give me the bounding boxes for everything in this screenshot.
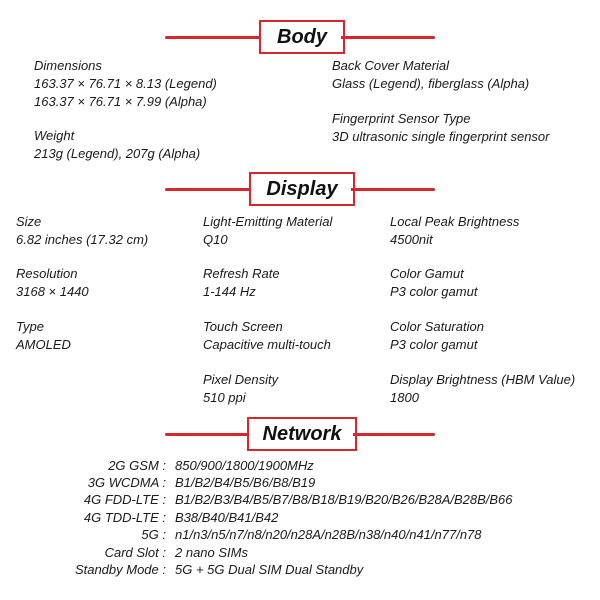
network-row-card-slot bbox=[0, 544, 600, 562]
spec-label: Pixel Density bbox=[203, 372, 279, 387]
spec-label: Display Brightness (HBM Value) bbox=[390, 372, 576, 387]
spec-label: Refresh Rate bbox=[203, 266, 280, 281]
header-rule-left bbox=[165, 188, 249, 191]
spec-label: Dimensions bbox=[34, 58, 102, 73]
spec-color-gamut bbox=[390, 265, 477, 301]
spec-label: Back Cover Material bbox=[332, 58, 450, 73]
spec-value: AMOLED bbox=[16, 337, 71, 352]
spec-value: Capacitive multi-touch bbox=[203, 337, 331, 352]
spec-label: Type bbox=[16, 319, 44, 334]
header-rule-right bbox=[353, 433, 435, 436]
section-title-display: Display bbox=[249, 172, 355, 206]
spec-pixel-density bbox=[203, 371, 278, 407]
network-key: 3G WCDMA : bbox=[87, 475, 166, 490]
spec-label: Light-Emitting Material bbox=[203, 214, 333, 229]
network-key: 2G GSM : bbox=[108, 458, 166, 473]
spec-value: 163.37 × 76.71 × 8.13 (Legend) bbox=[34, 76, 217, 91]
spec-label: Touch Screen bbox=[203, 319, 283, 334]
network-row-3g bbox=[0, 474, 600, 492]
spec-weight bbox=[34, 127, 200, 163]
spec-back-cover bbox=[332, 57, 529, 93]
spec-size bbox=[16, 213, 148, 249]
network-value: n1/n3/n5/n7/n8/n20/n28A/n28B/n38/n40/n41/n77/n78 bbox=[175, 527, 482, 542]
network-value: B38/B40/B41/B42 bbox=[175, 510, 279, 525]
spec-hbm-brightness bbox=[390, 371, 575, 407]
spec-label: Size bbox=[16, 214, 42, 229]
spec-color-saturation bbox=[390, 318, 484, 354]
network-key: 4G FDD-LTE : bbox=[83, 492, 166, 507]
spec-value: 6.82 inches (17.32 cm) bbox=[16, 232, 149, 247]
header-rule-left bbox=[165, 36, 259, 39]
spec-label: Color Gamut bbox=[390, 266, 464, 281]
network-key: Standby Mode : bbox=[74, 562, 166, 577]
spec-light-material bbox=[203, 213, 332, 249]
spec-peak-brightness bbox=[390, 213, 519, 249]
network-value: B1/B2/B4/B5/B6/B8/B19 bbox=[175, 475, 316, 490]
network-key: 4G TDD-LTE : bbox=[83, 510, 166, 525]
spec-fingerprint bbox=[332, 110, 550, 146]
spec-value: 510 ppi bbox=[203, 390, 246, 405]
spec-refresh-rate bbox=[203, 265, 280, 301]
network-section-header bbox=[0, 417, 600, 451]
spec-touch-screen bbox=[203, 318, 331, 354]
spec-resolution bbox=[16, 265, 89, 301]
network-value: 2 nano SIMs bbox=[175, 545, 248, 560]
network-row-4g-fdd bbox=[0, 491, 600, 509]
spec-value: 213g (Legend), 207g (Alpha) bbox=[34, 146, 201, 161]
spec-value: 3D ultrasonic single fingerprint sensor bbox=[332, 129, 550, 144]
spec-value: P3 color gamut bbox=[390, 337, 478, 352]
network-value: 5G + 5G Dual SIM Dual Standby bbox=[175, 562, 364, 577]
spec-label: Local Peak Brightness bbox=[390, 214, 520, 229]
section-title-body: Body bbox=[259, 20, 345, 54]
spec-dimensions bbox=[34, 57, 217, 111]
spec-value: 4500nit bbox=[390, 232, 433, 247]
spec-label: Fingerprint Sensor Type bbox=[332, 111, 471, 126]
display-section-header bbox=[0, 172, 600, 206]
network-row-standby bbox=[0, 561, 600, 579]
header-rule-right bbox=[351, 188, 435, 191]
spec-value: Q10 bbox=[203, 232, 228, 247]
network-row-4g-tdd bbox=[0, 509, 600, 527]
spec-value: Glass (Legend), fiberglass (Alpha) bbox=[332, 76, 530, 91]
spec-value: 3168 × 1440 bbox=[16, 284, 89, 299]
section-title-network: Network bbox=[247, 417, 357, 451]
spec-label: Color Saturation bbox=[390, 319, 484, 334]
spec-value: 163.37 × 76.71 × 7.99 (Alpha) bbox=[34, 94, 207, 109]
spec-label: Resolution bbox=[16, 266, 78, 281]
body-section-header bbox=[0, 20, 600, 54]
spec-value: 1800 bbox=[390, 390, 419, 405]
network-value: B1/B2/B3/B4/B5/B7/B8/B18/B19/B20/B26/B28A/B28B/B66 bbox=[175, 492, 513, 507]
network-row-5g bbox=[0, 526, 600, 544]
spec-value: P3 color gamut bbox=[390, 284, 478, 299]
header-rule-left bbox=[165, 433, 247, 436]
network-value: 850/900/1800/1900MHz bbox=[175, 458, 314, 473]
network-key: 5G : bbox=[141, 527, 166, 542]
network-row-2g bbox=[0, 457, 600, 475]
network-key: Card Slot : bbox=[104, 545, 166, 560]
spec-value: 1-144 Hz bbox=[203, 284, 256, 299]
header-rule-right bbox=[341, 36, 435, 39]
spec-type bbox=[16, 318, 71, 354]
spec-label: Weight bbox=[34, 128, 75, 143]
